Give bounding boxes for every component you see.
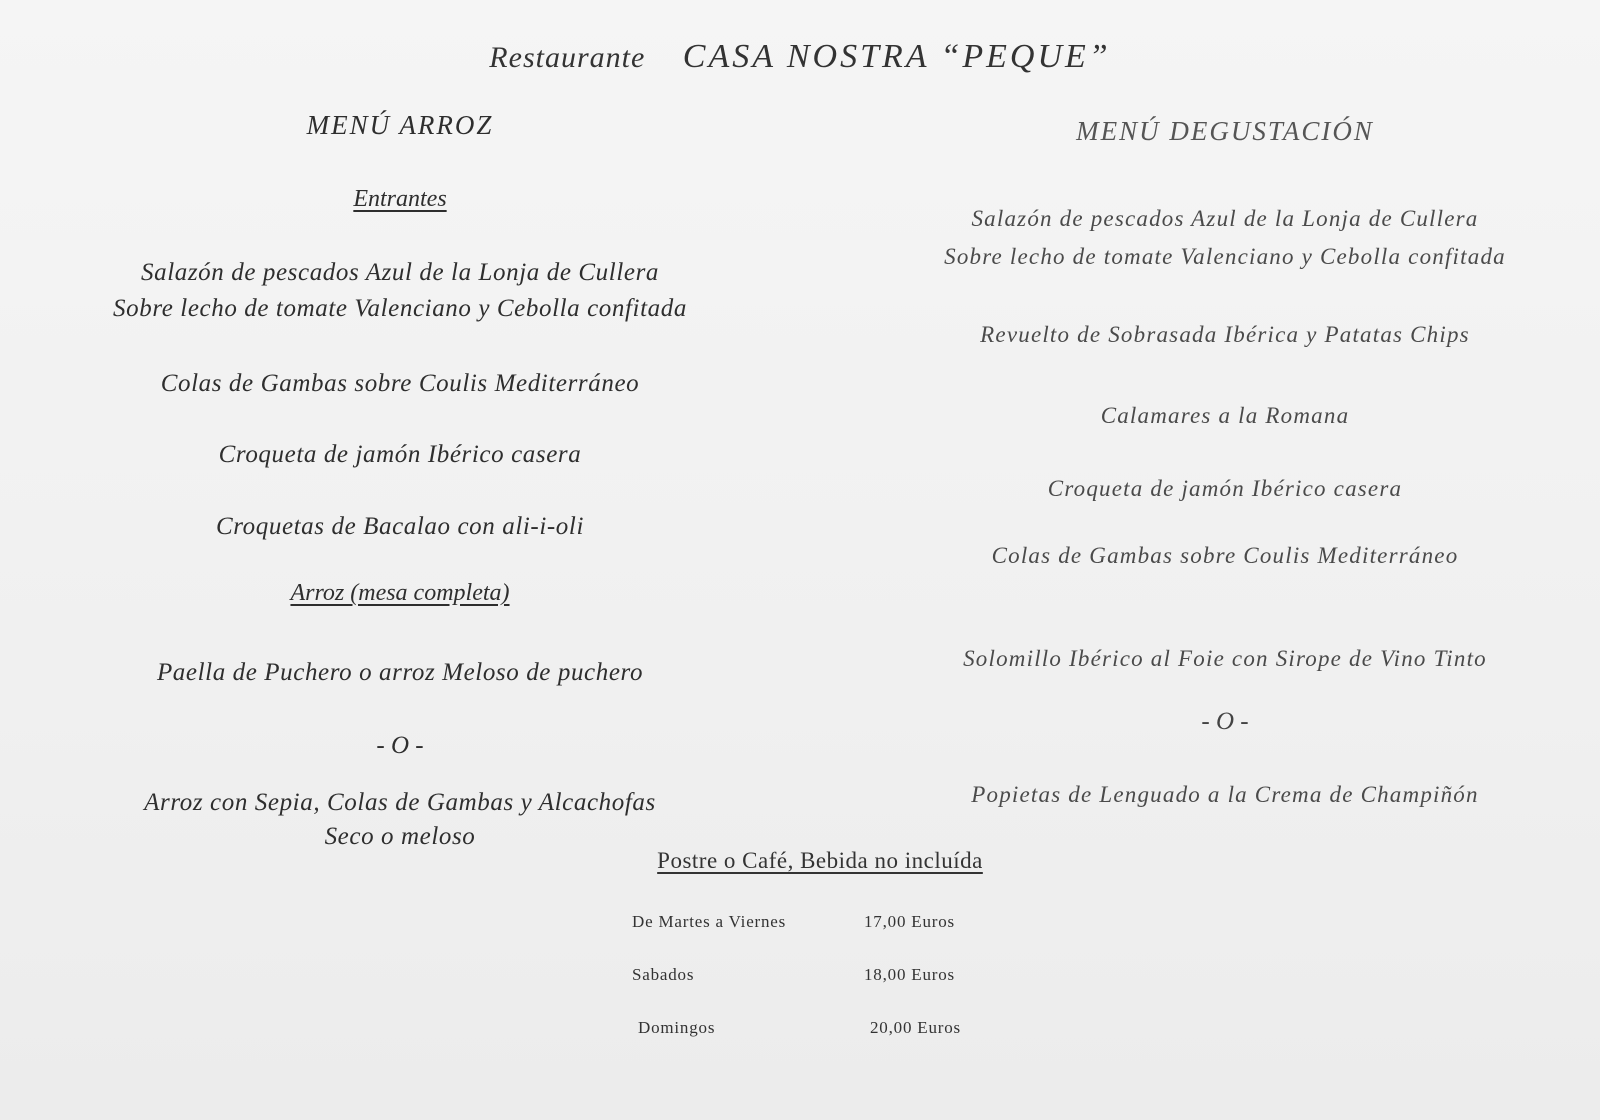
price-amount: 17,00 Euros [864,912,955,931]
menu-item: Colas de Gambas sobre Coulis Mediterráneo [160,370,640,397]
or-separator: - O - [1201,708,1249,735]
price-day: Domingos [638,1018,716,1037]
entrantes-title: Entrantes [353,186,447,212]
price-amount: 20,00 Euros [870,1018,961,1037]
menu-item: Salazón de pescados Azul de la Lonja de Cullera [971,206,1479,231]
menu-degustacion-heading: MENÚ DEGUSTACIÓN [1076,116,1374,146]
price-day: De Martes a Viernes [632,912,787,931]
arroz-option: Arroz con Sepia, Colas de Gambas y Alcachofas [144,789,656,816]
menu-item: Croqueta de jamón Ibérico casera [218,441,582,468]
arroz-option-detail: Seco o meloso [324,823,476,850]
menu-item: Croqueta de jamón Ibérico casera [1047,476,1403,501]
arroz-title: Arroz (mesa completa) [290,580,510,606]
or-separator: - O - [376,732,424,759]
restaurant-label: Restaurante [489,41,646,74]
price-amount: 18,00 Euros [864,965,955,984]
restaurant-title [0,38,1600,76]
menu-item: Calamares a la Romana [1100,403,1350,428]
footer-title: Postre o Café, Bebida no incluída [657,848,983,873]
menu-item: Sobre lecho de tomate Valenciano y Cebolla confitada [944,244,1506,269]
main-option: Solomillo Ibérico al Foie con Sirope de Vino Tinto [963,646,1487,671]
menu-item: Salazón de pescados Azul de la Lonja de Cullera [141,259,659,286]
menu-item: Sobre lecho de tomate Valenciano y Cebolla confitada [113,295,687,322]
restaurant-name: CASA NOSTRA “PEQUE” [682,38,1111,75]
price-footer [620,848,1020,1037]
menu-item: Colas de Gambas sobre Coulis Mediterráneo [991,543,1459,568]
price-day: Sabados [632,965,695,984]
arroz-option: Paella de Puchero o arroz Meloso de puchero [156,659,644,686]
menu-arroz-heading: MENÚ ARROZ [306,110,494,140]
main-option: Popietas de Lenguado a la Crema de Champiñón [971,782,1479,807]
menu-item: Croquetas de Bacalao con ali-i-oli [215,513,585,540]
menu-item: Revuelto de Sobrasada Ibérica y Patatas Chips [980,322,1470,347]
